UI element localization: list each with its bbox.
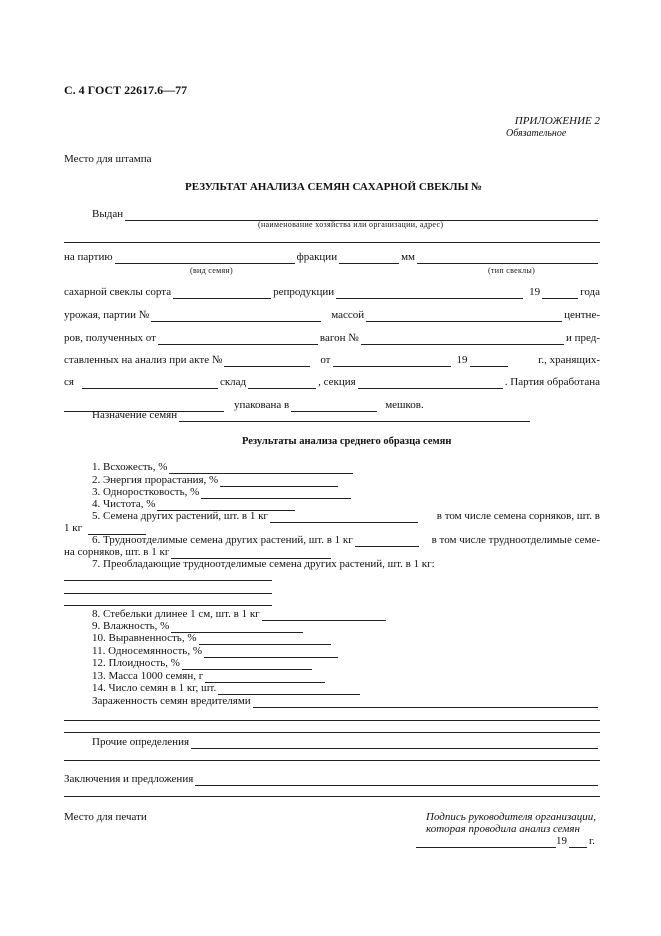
warehouse-field[interactable] <box>248 379 316 389</box>
mass-label: массой <box>331 309 365 321</box>
result-5-label: 5. Семена других растений, шт. в 1 кг <box>92 510 268 522</box>
wagon-field[interactable] <box>361 335 564 345</box>
result-6-kg-label: на сорняков, шт. в 1 кг <box>64 546 170 558</box>
received-row <box>64 332 600 345</box>
pests-label: Зараженность семян вредителями <box>92 695 251 707</box>
result-7-line[interactable] <box>64 580 272 581</box>
result-8-label: 8. Стебельки длинее 1 см, шт. в 1 кг <box>92 608 260 620</box>
signature-year-suffix: г. <box>589 835 596 847</box>
act-date-label: от <box>320 354 331 366</box>
seed-type-hint: (вид семян) <box>190 266 233 275</box>
pests-row <box>92 695 600 708</box>
signature-field[interactable] <box>416 838 556 848</box>
section-field[interactable] <box>358 379 503 389</box>
seed-type-field[interactable] <box>115 254 295 264</box>
result-7-line[interactable] <box>64 593 272 594</box>
section-label: , секция <box>318 376 356 388</box>
mm-label: мм <box>401 251 415 263</box>
result-12 <box>92 657 314 670</box>
conclusions-line[interactable] <box>64 796 600 797</box>
beet-type-hint: (тип свеклы) <box>488 266 536 275</box>
conclusions-label: Заключения и предложения <box>64 773 194 785</box>
batch-label: на партию <box>64 251 113 263</box>
other-row <box>92 736 600 749</box>
fraction-label: фракции <box>296 251 338 263</box>
act-row <box>64 354 600 367</box>
signature-year-field[interactable] <box>569 838 587 848</box>
form-title: РЕЗУЛЬТАТ АНАЛИЗА СЕМЯН САХАРНОЙ СВЕКЛЫ № <box>185 181 483 193</box>
harvest-row <box>64 309 600 322</box>
act-year-prefix: 19 <box>456 354 468 366</box>
issued-label: Выдан <box>92 208 124 220</box>
packed-label: упакована в <box>234 399 290 411</box>
page-reference: С. 4 ГОСТ 22617.6—77 <box>64 83 188 97</box>
result-1-field[interactable] <box>169 464 353 474</box>
result-1 <box>92 461 355 474</box>
batch-number-field[interactable] <box>151 312 321 322</box>
warehouse-label: склад <box>219 376 247 388</box>
result-3-label: 3. Одноростковость, % <box>92 486 200 498</box>
result-14-field[interactable] <box>218 685 360 695</box>
result-4-label: 4. Чистота, % <box>92 498 156 510</box>
variety-row <box>64 286 600 299</box>
fraction-field[interactable] <box>339 254 399 264</box>
result-12-field[interactable] <box>182 660 312 670</box>
beet-type-field[interactable] <box>417 254 598 264</box>
other-label: Прочие определения <box>92 736 190 748</box>
result-14-label: 14. Число семян в 1 кг, шт. <box>92 682 217 694</box>
year-prefix: 19 <box>529 286 541 298</box>
bags-label: мешков. <box>385 399 424 411</box>
result-9-label: 9. Влажность, % <box>92 620 170 632</box>
variety-label: сахарной свеклы сорта <box>64 286 172 298</box>
year-label: года <box>580 286 600 298</box>
stamp-place-label: Место для штампа <box>64 153 152 165</box>
act-number-field[interactable] <box>224 357 310 367</box>
stored-suffix: ся <box>64 376 74 388</box>
wagon-label: вагон № <box>319 332 359 344</box>
result-7-label: 7. Преобладающие трудноотделимые семена других растений, шт. в 1 кг: <box>92 558 435 570</box>
pests-line[interactable] <box>64 732 600 733</box>
stored-label: г., хранящих- <box>538 354 600 366</box>
result-12-label: 12. Плоидность, % <box>92 657 180 669</box>
result-11-label: 11. Односемянность, % <box>92 645 202 657</box>
mass-field[interactable] <box>366 312 562 322</box>
result-6-weeds-label: в том числе трудноотделимые семе- <box>431 534 600 546</box>
results-title: Результаты анализа среднего образца семян <box>242 436 452 447</box>
result-6-label: 6. Трудноотделимые семена других растений, шт. в 1 кг <box>92 534 353 546</box>
act-year-field[interactable] <box>470 357 508 367</box>
act-date-field[interactable] <box>333 357 451 367</box>
variety-field[interactable] <box>173 289 271 299</box>
result-13-label: 13. Масса 1000 семян, г <box>92 670 204 682</box>
signature-caption-2: которая проводила анализ семян <box>426 823 580 835</box>
result-1-label: 1. Всхожесть, % <box>92 461 168 473</box>
seal-place-label: Место для печати <box>64 811 147 823</box>
signature-date-row <box>416 835 595 848</box>
result-5-field[interactable] <box>270 513 418 523</box>
appendix-status: Обязательное <box>506 128 567 139</box>
conclusions-row <box>64 773 600 786</box>
conclusions-field[interactable] <box>195 776 598 786</box>
act-label: ставленных на анализ при акте № <box>64 354 223 366</box>
other-field[interactable] <box>191 739 598 749</box>
result-2-label: 2. Энергия прорастания, % <box>92 474 219 486</box>
presented-label: и пред- <box>565 332 600 344</box>
result-5 <box>92 510 600 523</box>
stored-place-field[interactable] <box>82 379 218 389</box>
result-10 <box>92 632 333 645</box>
appendix-title: ПРИЛОЖЕНИЕ 2 <box>514 115 600 127</box>
centner-label: центне- <box>564 309 600 321</box>
year-field[interactable] <box>542 289 578 299</box>
signature-year-prefix: 19 <box>556 835 567 847</box>
issued-hint: (наименование хозяйства или организации, адрес) <box>258 220 444 229</box>
batch-row <box>64 251 600 264</box>
pests-line[interactable] <box>64 720 600 721</box>
received-from-field[interactable] <box>158 335 318 345</box>
result-10-label: 10. Выравненность, % <box>92 632 197 644</box>
pests-field[interactable] <box>253 698 598 708</box>
reproduction-field[interactable] <box>336 289 523 299</box>
batch-number-label: урожая, партии № <box>64 309 150 321</box>
signature-caption-1: Подпись руководителя организации, <box>426 811 597 823</box>
blank-line[interactable] <box>64 242 600 243</box>
purpose-label: Назначение семян <box>92 409 178 421</box>
other-line[interactable] <box>64 760 600 761</box>
purpose-field[interactable] <box>179 412 530 422</box>
purpose-row <box>92 409 532 422</box>
result-5-kg-label: 1 кг <box>64 522 83 534</box>
treated-label: . Партия обработана <box>504 376 600 388</box>
result-10-field[interactable] <box>199 635 331 645</box>
result-5-weeds-label: в том числе семена сорняков, шт. в <box>436 510 600 522</box>
warehouse-row <box>64 376 600 389</box>
result-6-field[interactable] <box>355 537 419 547</box>
received-from-label: ров, полученных от <box>64 332 156 344</box>
result-7-line[interactable] <box>64 605 272 606</box>
result-14 <box>92 682 362 695</box>
reproduction-label: репродукции <box>273 286 335 298</box>
